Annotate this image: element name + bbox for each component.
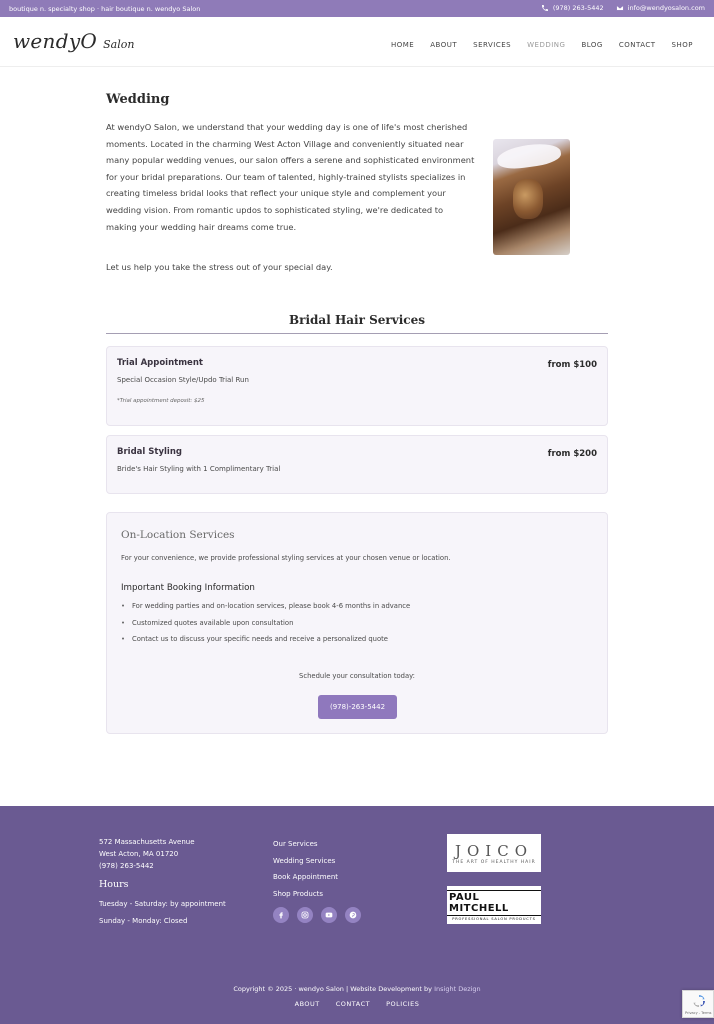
nav-shop[interactable]: SHOP <box>671 41 693 49</box>
footer-address <box>99 836 195 872</box>
pinterest-icon[interactable] <box>345 907 361 923</box>
booking-info-list <box>121 602 410 652</box>
service-desc: Bride's Hair Styling with 1 Complimentary Trial <box>117 465 281 473</box>
footer-link-services[interactable]: Our Services <box>273 840 318 848</box>
top-contact <box>541 4 705 12</box>
nav-wedding[interactable]: WEDDING <box>527 41 566 49</box>
top-phone-link[interactable] <box>541 4 604 12</box>
service-card-bridal <box>106 435 608 494</box>
service-name: Trial Appointment <box>117 358 203 368</box>
bottom-link-about[interactable]: ABOUT <box>294 1000 320 1008</box>
booking-info-title: Important Booking Information <box>121 583 255 593</box>
mail-icon <box>616 4 624 12</box>
page-title: Wedding <box>106 92 170 107</box>
footer-link-shop[interactable]: Shop Products <box>273 889 324 898</box>
site-header <box>0 17 714 67</box>
phone-icon <box>541 4 549 12</box>
photo-veil <box>496 141 562 172</box>
nav-services[interactable]: SERVICES <box>473 41 512 49</box>
service-name: Bridal Styling <box>117 447 182 457</box>
list-item: • Customized quotes available upon consultation <box>121 619 410 636</box>
recaptcha-badge[interactable] <box>682 990 714 1018</box>
recaptcha-text: Privacy - Terms <box>685 1011 712 1015</box>
copyright <box>0 985 714 993</box>
recaptcha-icon <box>691 994 707 1008</box>
footer-phone[interactable]: (978) 263-5442 <box>99 862 154 870</box>
paul-mitchell-wordmark: PAUL MITCHELL <box>447 890 541 916</box>
site-footer <box>0 806 714 1024</box>
youtube-icon[interactable] <box>321 907 337 923</box>
logo-sub: Salon <box>103 38 135 51</box>
onlocation-text: For your convenience, we provide professional styling services at your chosen venue or location. <box>121 554 451 562</box>
section-title: Bridal Hair Services <box>289 313 425 327</box>
service-note: *Trial appointment deposit: $25 <box>117 398 205 404</box>
bridal-hair-photo <box>493 139 570 255</box>
site-logo[interactable] <box>13 29 134 53</box>
address-line: West Acton, MA 01720 <box>99 850 179 858</box>
footer-bottom-nav <box>0 1000 714 1008</box>
hours-title: Hours <box>99 879 129 890</box>
tagline: boutique n. specialty shop · hair boutique n. wendyo Salon <box>9 5 201 13</box>
bottom-link-contact[interactable]: CONTACT <box>335 1000 371 1008</box>
joico-tagline: THE ART OF HEALTHY HAIR <box>452 859 536 865</box>
cta-text: Schedule your consultation today: <box>299 672 415 680</box>
service-price: from $200 <box>547 449 597 459</box>
nav-blog[interactable]: BLOG <box>581 41 603 49</box>
logo-main: wendyO <box>13 29 98 53</box>
photo-braid <box>513 179 543 219</box>
developer-link[interactable]: Insight Dezign <box>434 985 481 993</box>
intro-paragraph: At wendyO Salon, we understand that your wedding day is one of life's most cherished moments. Located in the charming West Acton Village and conveniently situated near many popular wedding venues, our salon offers a serene and sophisticated environment for your bridal preparations. Our team of talented, highly-trained stylists specializes in creating timeless bridal looks that reflect your unique style and complement your wedding vision. From romantic updos to sophisticated styling, we're dedicated to making your wedding hair dreams come true. <box>106 122 475 232</box>
intro-tagline: Let us help you take the stress out of your special day. <box>106 262 333 272</box>
paul-mitchell-tagline: PROFESSIONAL SALON PRODUCTS <box>452 916 536 921</box>
onlocation-card <box>106 512 608 734</box>
copyright-text: Copyright © 2025 · wendyo Salon | Website Development by <box>233 985 433 993</box>
section-divider <box>106 333 608 334</box>
hours-line: Tuesday - Saturday: by appointment <box>99 900 226 908</box>
list-item: • Contact us to discuss your specific needs and receive a personalized quote <box>121 635 410 652</box>
hours-list <box>99 896 226 929</box>
service-card-trial <box>106 346 608 426</box>
main-nav <box>391 41 693 49</box>
list-item: • For wedding parties and on-location services, please book 4-6 months in advance <box>121 602 410 619</box>
service-price: from $100 <box>547 360 597 370</box>
address-line: 572 Massachusetts Avenue <box>99 838 195 846</box>
paul-mitchell-logo <box>447 886 541 924</box>
top-email-link[interactable] <box>616 4 705 12</box>
service-desc: Special Occasion Style/Updo Trial Run <box>117 376 249 384</box>
top-bar <box>0 0 714 17</box>
bottom-link-policies[interactable]: POLICIES <box>386 1000 420 1008</box>
top-phone-text: (978) 263-5442 <box>552 4 604 12</box>
facebook-icon[interactable] <box>273 907 289 923</box>
footer-link-book[interactable]: Book Appointment <box>273 873 339 881</box>
call-button[interactable]: (978)-263-5442 <box>318 695 397 719</box>
nav-about[interactable]: ABOUT <box>430 41 458 49</box>
instagram-icon[interactable] <box>297 907 313 923</box>
footer-links <box>273 836 338 902</box>
top-email-text: info@wendyosalon.com <box>627 4 705 12</box>
hours-line: Sunday - Monday: Closed <box>99 916 188 925</box>
footer-link-wedding[interactable]: Wedding Services <box>273 856 336 865</box>
joico-wordmark: JOICO <box>454 841 533 860</box>
onlocation-title: On-Location Services <box>121 529 235 541</box>
social-links <box>273 907 361 923</box>
nav-contact[interactable]: CONTACT <box>618 41 656 49</box>
joico-logo <box>447 834 541 872</box>
nav-home[interactable]: HOME <box>390 41 415 49</box>
